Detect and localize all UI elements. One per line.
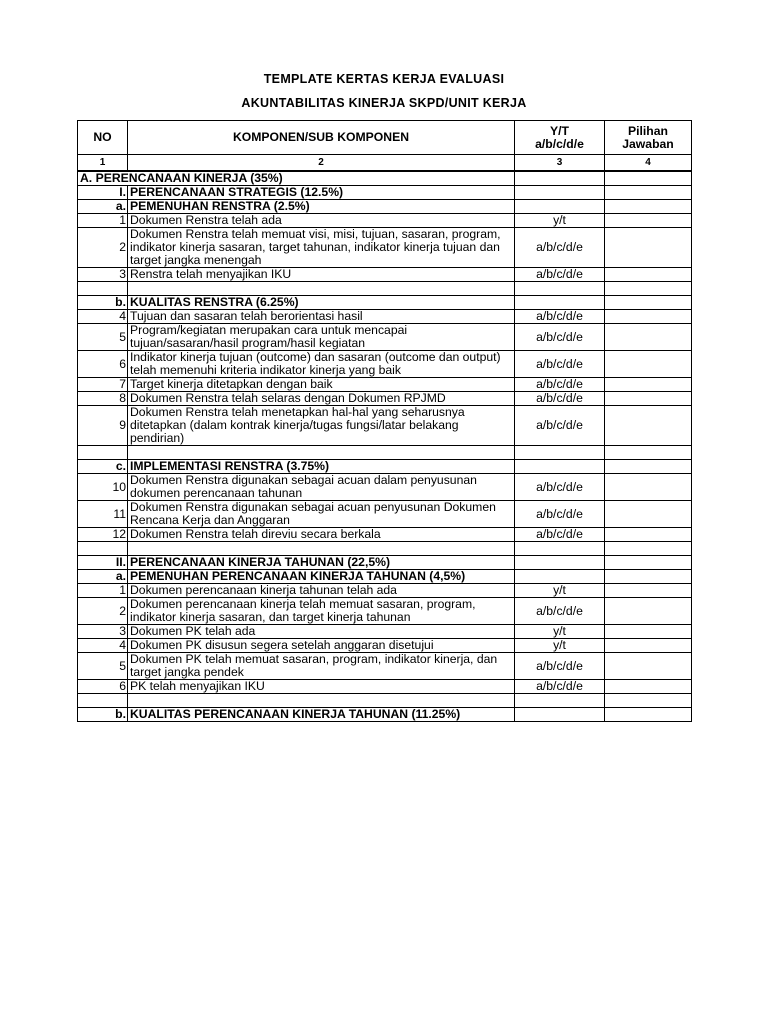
yt-value: a/b/c/d/e [515,228,605,268]
yt-value: a/b/c/d/e [515,501,605,528]
table-row [78,214,692,228]
table-row [78,528,692,542]
table-row [78,406,692,446]
row-number: 4 [78,310,128,324]
yt-value [515,708,605,722]
table-row [78,474,692,501]
answer-cell[interactable] [605,406,692,446]
column-number-1: 1 [78,155,128,172]
table-row [78,570,692,584]
no-cell [78,542,128,556]
table-row [78,268,692,282]
component-text: Tujuan dan sasaran telah berorientasi hasil [128,310,515,324]
answer-cell[interactable] [605,351,692,378]
table-row [78,625,692,639]
component-text: PEMENUHAN PERENCANAAN KINERJA TAHUNAN (4,5%) [128,570,515,584]
table-row [78,460,692,474]
answer-cell[interactable] [605,639,692,653]
component-text: Dokumen Renstra telah selaras dengan Dokumen RPJMD [128,392,515,406]
yt-value: a/b/c/d/e [515,598,605,625]
section-heading: A. PERENCANAAN KINERJA (35%) [78,171,515,186]
row-number: 5 [78,653,128,680]
answer-cell[interactable] [605,310,692,324]
component-text: Program/kegiatan merupakan cara untuk mencapai tujuan/sasaran/hasil program/hasil kegiatan [128,324,515,351]
table-row [78,584,692,598]
table-row [78,378,692,392]
answer-cell [605,542,692,556]
answer-cell[interactable] [605,680,692,694]
answer-cell[interactable] [605,228,692,268]
table-row [78,228,692,268]
answer-cell[interactable] [605,625,692,639]
table-row [78,392,692,406]
yt-value: a/b/c/d/e [515,378,605,392]
column-number-3: 3 [515,155,605,172]
no-cell [78,446,128,460]
row-number: 6 [78,351,128,378]
header-yt [515,121,605,155]
yt-value: y/t [515,625,605,639]
yt-value: y/t [515,639,605,653]
yt-value: a/b/c/d/e [515,268,605,282]
row-number: 3 [78,268,128,282]
component-text: Dokumen perencanaan kinerja tahunan telah ada [128,584,515,598]
component-text: Dokumen Renstra telah menetapkan hal-hal yang seharusnya ditetapkan (dalam kontrak kinerja/tugas fungsi/latar belakang pendirian) [128,406,515,446]
row-number: a. [78,200,128,214]
table-row [78,653,692,680]
row-number: 8 [78,392,128,406]
table-row [78,186,692,200]
table-row [78,556,692,570]
answer-cell[interactable] [605,556,692,570]
row-number: 5 [78,324,128,351]
component-text: PERENCANAAN KINERJA TAHUNAN (22,5%) [128,556,515,570]
component-text: PERENCANAAN STRATEGIS (12.5%) [128,186,515,200]
component-text: Dokumen Renstra telah direviu secara berkala [128,528,515,542]
yt-value: a/b/c/d/e [515,474,605,501]
table-row [78,310,692,324]
header-pilihan-line2: Jawaban [622,136,674,151]
component-cell [128,446,515,460]
table-body [78,171,692,722]
row-number: 12 [78,528,128,542]
table-row [78,324,692,351]
component-text: Target kinerja ditetapkan dengan baik [128,378,515,392]
component-text: Dokumen Renstra telah memuat visi, misi, tujuan, sasaran, program, indikator kinerja sasaran, target tahunan, indikator kinerja tujuan dan target jangka menengah [128,228,515,268]
answer-cell [605,694,692,708]
answer-cell[interactable] [605,708,692,722]
yt-value: y/t [515,214,605,228]
answer-cell[interactable] [605,570,692,584]
yt-value [515,556,605,570]
yt-value: a/b/c/d/e [515,680,605,694]
component-text: KUALITAS RENSTRA (6.25%) [128,296,515,310]
table-row [78,680,692,694]
answer-cell[interactable] [605,474,692,501]
blank-row [78,282,692,296]
row-number: 7 [78,378,128,392]
answer-cell[interactable] [605,378,692,392]
document-title: TEMPLATE KERTAS KERJA EVALUASI [263,72,505,86]
blank-row [78,542,692,556]
row-number: I. [78,186,128,200]
answer-cell[interactable] [605,392,692,406]
yt-value: a/b/c/d/e [515,351,605,378]
row-number: 2 [78,228,128,268]
row-number: 6 [78,680,128,694]
component-text: Dokumen perencanaan kinerja telah memuat sasaran, program, indikator kinerja sasaran, dan target kinerja tahunan [128,598,515,625]
header-pilihan-line1: Pilihan [628,123,668,138]
header-yt-line2: a/b/c/d/e [535,136,584,151]
row-number: II. [78,556,128,570]
answer-cell[interactable] [605,653,692,680]
yt-value [515,200,605,214]
yt-cell [515,171,605,186]
answer-cell [605,446,692,460]
component-text: Dokumen Renstra digunakan sebagai acuan dalam penyusunan dokumen perencanaan tahunan [128,474,515,501]
table-row [78,351,692,378]
answer-cell[interactable] [605,200,692,214]
row-number: 1 [78,214,128,228]
yt-cell [515,282,605,296]
row-number: 9 [78,406,128,446]
yt-value [515,296,605,310]
evaluation-table [77,120,692,722]
component-text: Dokumen PK telah memuat sasaran, program, indikator kinerja, dan target jangka pendek [128,653,515,680]
yt-value: a/b/c/d/e [515,406,605,446]
answer-cell[interactable] [605,598,692,625]
row-number: b. [78,708,128,722]
header-pilihan [605,121,692,155]
answer-cell[interactable] [605,528,692,542]
answer-cell[interactable] [605,214,692,228]
header-no: NO [78,121,128,155]
yt-value [515,186,605,200]
row-number: 11 [78,501,128,528]
no-cell [78,282,128,296]
blank-row [78,446,692,460]
table-row [78,171,692,186]
row-number: 10 [78,474,128,501]
yt-value: a/b/c/d/e [515,324,605,351]
answer-cell[interactable] [605,268,692,282]
answer-cell [605,282,692,296]
table-row [78,708,692,722]
row-number: 2 [78,598,128,625]
row-number: 4 [78,639,128,653]
row-number: 1 [78,584,128,598]
answer-cell[interactable] [605,171,692,186]
yt-cell [515,446,605,460]
yt-value: a/b/c/d/e [515,653,605,680]
answer-cell[interactable] [605,460,692,474]
table-row [78,296,692,310]
component-cell [128,694,515,708]
document-subtitle: AKUNTABILITAS KINERJA SKPD/UNIT KERJA [241,96,527,110]
table-row [78,501,692,528]
yt-value: a/b/c/d/e [515,528,605,542]
column-number-2: 2 [128,155,515,172]
component-text: PK telah menyajikan IKU [128,680,515,694]
column-number-4: 4 [605,155,692,172]
answer-cell[interactable] [605,296,692,310]
row-number: 3 [78,625,128,639]
answer-cell[interactable] [605,324,692,351]
yt-value: a/b/c/d/e [515,310,605,324]
answer-cell[interactable] [605,584,692,598]
yt-value: y/t [515,584,605,598]
header-komponen: KOMPONEN/SUB KOMPONEN [128,121,515,155]
row-number: a. [78,570,128,584]
component-text: IMPLEMENTASI RENSTRA (3.75%) [128,460,515,474]
yt-value [515,460,605,474]
table-row [78,200,692,214]
row-number: c. [78,460,128,474]
component-text: Dokumen PK disusun segera setelah anggaran disetujui [128,639,515,653]
component-cell [128,542,515,556]
component-text: Renstra telah menyajikan IKU [128,268,515,282]
component-text: Dokumen Renstra digunakan sebagai acuan penyusunan Dokumen Rencana Kerja dan Anggaran [128,501,515,528]
yt-value: a/b/c/d/e [515,392,605,406]
component-text: Dokumen Renstra telah ada [128,214,515,228]
component-text: Indikator kinerja tujuan (outcome) dan sasaran (outcome dan output) telah memenuhi kriteria indikator kinerja yang baik [128,351,515,378]
component-text: PEMENUHAN RENSTRA (2.5%) [128,200,515,214]
table-row [78,598,692,625]
header-yt-line1: Y/T [550,123,569,138]
component-cell [128,282,515,296]
blank-row [78,694,692,708]
component-text: Dokumen PK telah ada [128,625,515,639]
yt-cell [515,542,605,556]
component-text: KUALITAS PERENCANAAN KINERJA TAHUNAN (11.25%) [128,708,515,722]
row-number: b. [78,296,128,310]
answer-cell[interactable] [605,501,692,528]
table-row [78,639,692,653]
answer-cell[interactable] [605,186,692,200]
yt-cell [515,694,605,708]
no-cell [78,694,128,708]
yt-value [515,570,605,584]
